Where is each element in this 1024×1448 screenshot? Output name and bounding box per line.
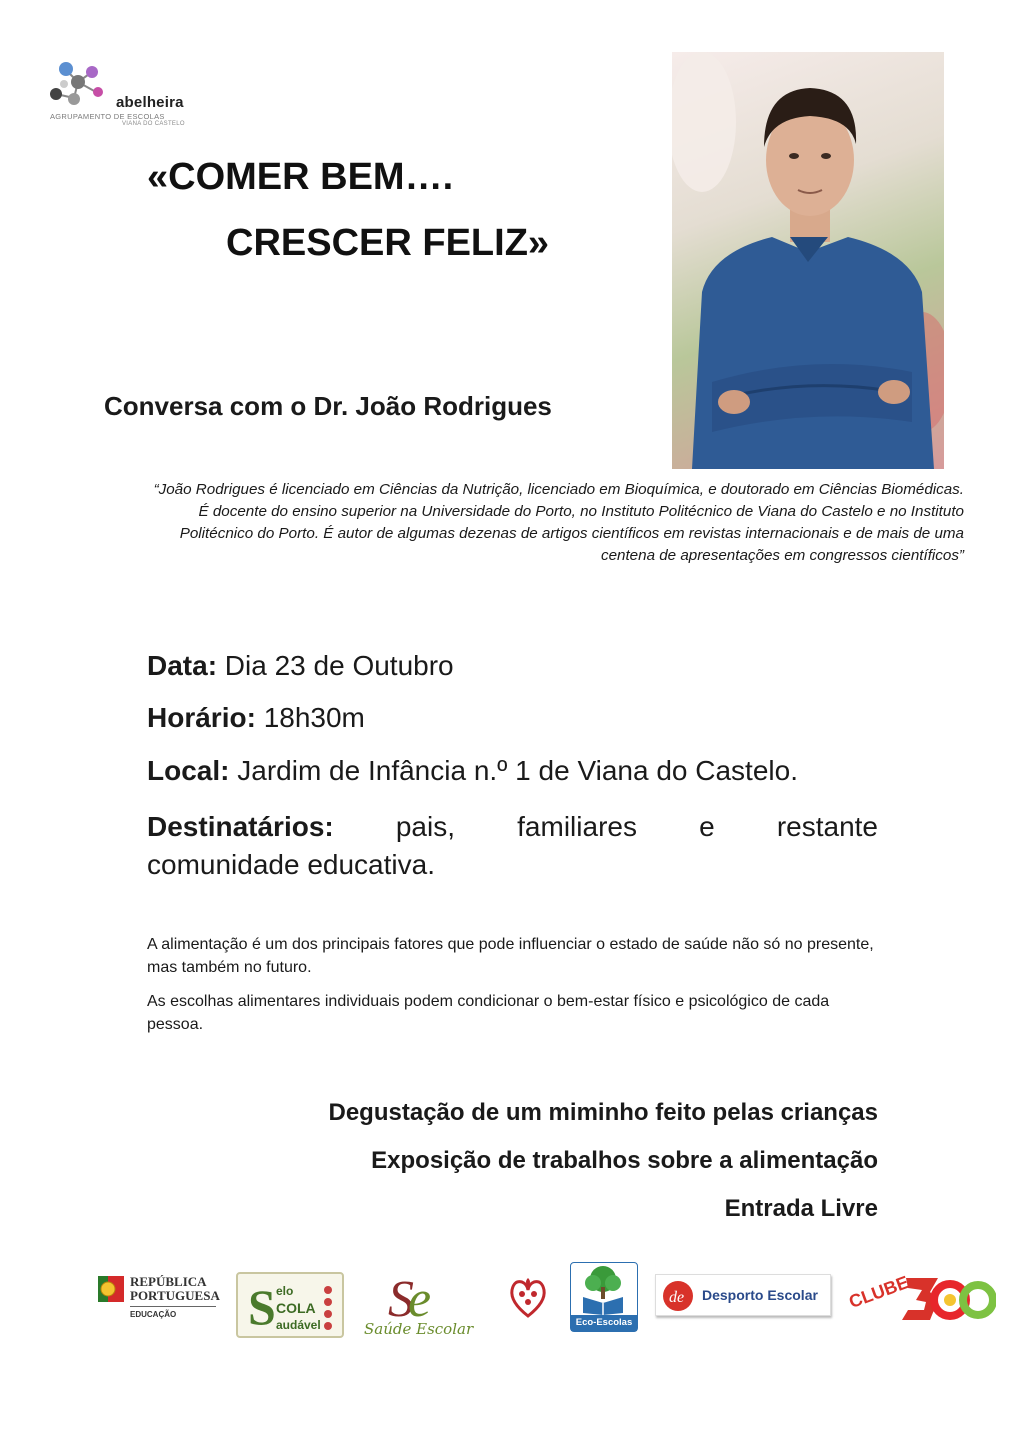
speaker-bio-quote: “João Rodrigues é licenciado em Ciências da Nutrição, licenciado em Bioquímica, e doutorado em Ciências Biomédicas. É docente do ensino superior na Universidade do Porto, no Instituto Politécnico de Viana do Castelo e no Instituto Politécnico do Porto. É autor de algumas dezenas de artigos científicos em revistas internacionais e de mais de uma centena de apresentações em congressos científicos” xyxy=(153,481,964,564)
time-value: 18h30m xyxy=(263,702,365,733)
republica-portuguesa-logo xyxy=(98,1272,222,1322)
location-label: Local: xyxy=(147,755,230,786)
title-line-2: CRESCER FELIZ» xyxy=(226,222,550,264)
school-logo xyxy=(46,58,186,133)
clube-text: CLUBE xyxy=(846,1272,912,1313)
desporto-escolar-text: Desporto Escolar xyxy=(702,1287,818,1303)
logo-name: abelheira xyxy=(116,94,184,111)
paragraph-1: A alimentação é um dos principais fatores que pode influenciar o estado de saúde não só no presente, mas também no futuro. xyxy=(147,936,874,976)
location-value: Jardim de Infância n.º 1 de Viana do Castelo. xyxy=(237,755,798,786)
date-value: Dia 23 de Outubro xyxy=(224,650,454,681)
time-label: Horário: xyxy=(147,702,256,733)
se-mark-icon: Se xyxy=(388,1271,426,1328)
selo-s-letter-icon: S xyxy=(248,1279,276,1335)
title-line-1: «COMER BEM…. xyxy=(147,156,454,198)
selo-word-2: COLA xyxy=(276,1300,316,1316)
tree-book-icon xyxy=(571,1263,635,1315)
selo-escola-saudavel-logo xyxy=(236,1272,344,1338)
eco-escolas-logo xyxy=(570,1262,638,1332)
detail-date xyxy=(147,650,878,682)
selo-word-1: elo xyxy=(276,1284,294,1298)
audience-line-2: comunidade educativa. xyxy=(147,849,435,880)
selo-word-3: audável xyxy=(276,1318,321,1332)
eco-escolas-text: Eco-Escolas xyxy=(571,1315,637,1331)
audience-word: pais, xyxy=(395,811,456,842)
rp-line-1: REPÚBLICA xyxy=(130,1274,207,1289)
paragraph-2: As escolhas alimentares individuais podem condicionar o bem-estar físico e psicológico de cada pessoa. xyxy=(147,993,830,1033)
rp-line-2: PORTUGUESA xyxy=(130,1288,220,1303)
detail-location xyxy=(147,755,878,787)
flag-emblem-icon xyxy=(98,1272,126,1306)
date-label: Data: xyxy=(147,650,218,681)
highlight-exhibition: Exposição de trabalhos sobre a alimentação xyxy=(371,1147,878,1174)
logo-subtitle: AGRUPAMENTO DE ESCOLAS xyxy=(50,112,165,121)
audience-word: e xyxy=(699,811,715,842)
de-emblem-icon xyxy=(660,1276,700,1316)
molecule-icon xyxy=(46,58,116,113)
clube-360-logo xyxy=(846,1270,996,1330)
highlight-free-entry: Entrada Livre xyxy=(724,1195,878,1222)
saude-escolar-text: Saúde Escolar xyxy=(364,1320,474,1338)
highlight-tasting: Degustação de um miminho feito pelas crianças xyxy=(328,1099,878,1126)
viana-heart-logo xyxy=(508,1276,548,1330)
audience-word: restante xyxy=(776,811,878,842)
detail-time xyxy=(147,702,878,734)
subtitle: Conversa com o Dr. João Rodrigues xyxy=(104,391,552,421)
heart-icon xyxy=(508,1276,548,1320)
speaker-photo xyxy=(672,52,944,469)
audience-word: familiares xyxy=(517,811,637,842)
rp-line-3: EDUCAÇÃO xyxy=(130,1310,177,1319)
detail-audience xyxy=(147,808,878,884)
desporto-escolar-logo xyxy=(655,1274,831,1316)
logo-location: VIANA DO CASTELO xyxy=(122,121,185,127)
svg-text:de: de xyxy=(669,1289,685,1306)
audience-label: Destinatários: xyxy=(147,811,334,842)
saude-escolar-logo xyxy=(360,1271,484,1340)
